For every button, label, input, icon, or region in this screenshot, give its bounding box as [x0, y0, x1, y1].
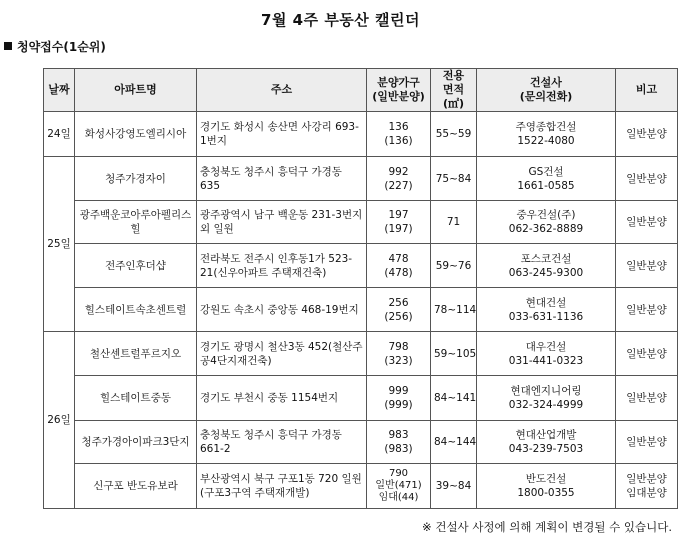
- note-cell: 일반분양: [616, 376, 678, 421]
- table-row: [44, 332, 678, 376]
- apartment-name: 신구포 반도유보라: [75, 464, 197, 509]
- units-total: 136: [388, 121, 409, 133]
- note-cell: 일반분양: [616, 112, 678, 157]
- section-label: 청약접수(1순위): [17, 40, 106, 54]
- builder-name: 포스코건설: [520, 252, 572, 265]
- area-cell: 59~105: [431, 332, 477, 376]
- builder-cell: [477, 157, 616, 201]
- date-cell: 25일: [44, 157, 75, 332]
- note-cell: 일반분양: [616, 244, 678, 288]
- address-cell: 전라북도 전주시 인후동1가 523-21(신우아파트 주택재건축): [197, 244, 367, 288]
- builder-cell: [477, 112, 616, 157]
- units-general: (983): [384, 443, 413, 455]
- builder-phone: 043-239-7503: [508, 443, 584, 455]
- apartment-name: 청주가경아이파크3단지: [75, 421, 197, 464]
- note-cell: 일반분양: [616, 157, 678, 201]
- header-units: [367, 69, 431, 112]
- address-cell: 충청북도 청주시 흥덕구 가경동 661-2: [197, 421, 367, 464]
- units-total: 999: [388, 385, 409, 397]
- builder-phone: 063-245-9300: [508, 266, 584, 279]
- apartment-name: 화성사강영도엘리시아: [75, 112, 197, 157]
- builder-cell: [477, 332, 616, 376]
- area-cell: 84~144: [431, 421, 477, 464]
- address-cell: 충청북도 청주시 흥덕구 가경동 635: [197, 157, 367, 201]
- address-cell: 경기도 부천시 중동 1154번지: [197, 376, 367, 421]
- builder-name: 주영종합건설: [515, 121, 577, 133]
- note-cell: [616, 464, 678, 509]
- builder-cell: [477, 244, 616, 288]
- units-cell: [367, 376, 431, 421]
- header-address: 주소: [197, 69, 367, 112]
- square-bullet-icon: [4, 42, 12, 50]
- area-cell: 78~114: [431, 288, 477, 332]
- units-cell: [367, 464, 431, 509]
- units-general: (256): [384, 310, 413, 323]
- header-area-line3: (㎡): [442, 97, 465, 110]
- table-row: [44, 464, 678, 509]
- builder-name: 현대엔지니어링: [510, 385, 582, 397]
- units-general: (323): [384, 354, 413, 367]
- builder-name: GS건설: [528, 165, 564, 178]
- units-general: (478): [384, 266, 413, 279]
- units-rental: 임대(44): [378, 492, 419, 503]
- table-row: [44, 157, 678, 201]
- calendar-table: [43, 68, 678, 509]
- table-row: [44, 421, 678, 464]
- header-area-line2: 면적: [442, 83, 465, 96]
- table-row: [44, 112, 678, 157]
- table-row: [44, 376, 678, 421]
- note-cell: 일반분양: [616, 332, 678, 376]
- units-cell: [367, 112, 431, 157]
- area-cell: 39~84: [431, 464, 477, 509]
- footnote: ※ 건설사 사정에 의해 계획이 변경될 수 있습니다.: [422, 520, 672, 534]
- header-area: [431, 69, 477, 112]
- builder-phone: 1522-4080: [517, 135, 575, 147]
- units-total: 983: [388, 429, 409, 441]
- apartment-name: 힐스테이트속초센트럴: [75, 288, 197, 332]
- area-cell: 71: [431, 201, 477, 244]
- page-title: 7월 4주 부동산 캘린더: [261, 11, 420, 29]
- note-cell: 일반분양: [616, 288, 678, 332]
- area-cell: 75~84: [431, 157, 477, 201]
- header-builder-line2: (문의전화): [519, 90, 573, 103]
- builder-name: 중우건설(주): [516, 209, 576, 221]
- note-cell: 일반분양: [616, 201, 678, 244]
- area-cell: 59~76: [431, 244, 477, 288]
- builder-name: 현대산업개발: [515, 429, 577, 441]
- note-rental: 임대분양: [626, 487, 667, 499]
- apartment-name: 청주가경자이: [75, 157, 197, 201]
- units-general: (136): [384, 135, 413, 147]
- units-general: (999): [384, 399, 413, 411]
- apartment-name: 광주백운코아루아펠리스힐: [75, 201, 197, 244]
- builder-phone: 062-362-8889: [508, 223, 584, 235]
- address-cell: 강원도 속초시 중앙동 468-19번지: [197, 288, 367, 332]
- header-apartment: 아파트명: [75, 69, 197, 112]
- units-cell: [367, 288, 431, 332]
- units-cell: [367, 421, 431, 464]
- header-builder-line1: 건설사: [530, 76, 562, 89]
- units-general: (197): [384, 223, 413, 235]
- units-general: (227): [384, 179, 413, 192]
- builder-name: 대우건설: [525, 340, 567, 353]
- builder-name: 반도건설: [525, 473, 567, 485]
- units-general: 일반(471): [375, 480, 422, 491]
- builder-name: 현대건설: [525, 296, 567, 309]
- builder-cell: [477, 201, 616, 244]
- address-cell: 경기도 화성시 송산면 사강리 693-1번지: [197, 112, 367, 157]
- header-area-line1: 전용: [442, 69, 465, 82]
- date-cell: 24일: [44, 112, 75, 157]
- table-row: [44, 288, 678, 332]
- address-cell: 경기도 광명시 철산3동 452(철산주공4단지재건축): [197, 332, 367, 376]
- builder-cell: [477, 288, 616, 332]
- header-units-line1: 분양가구: [377, 76, 420, 89]
- note-cell: 일반분양: [616, 421, 678, 464]
- area-cell: 84~141: [431, 376, 477, 421]
- area-cell: 55~59: [431, 112, 477, 157]
- units-cell: [367, 201, 431, 244]
- builder-phone: 032-324-4999: [508, 399, 584, 411]
- units-total: 256: [388, 296, 409, 309]
- builder-cell: [477, 421, 616, 464]
- builder-phone: 1800-0355: [517, 487, 575, 499]
- apartment-name: 힐스테이트중동: [75, 376, 197, 421]
- units-total: 790: [388, 468, 409, 479]
- units-total: 197: [388, 209, 409, 221]
- units-total: 478: [388, 252, 409, 265]
- address-cell: 광주광역시 남구 백운동 231-3번지 외 일원: [197, 201, 367, 244]
- section-heading: [4, 38, 106, 55]
- units-cell: [367, 332, 431, 376]
- units-cell: [367, 157, 431, 201]
- header-builder: [477, 69, 616, 112]
- apartment-name: 전주인후더샵: [75, 244, 197, 288]
- header-row: [44, 69, 678, 112]
- builder-cell: [477, 464, 616, 509]
- builder-phone: 033-631-1136: [508, 310, 584, 323]
- units-cell: [367, 244, 431, 288]
- date-cell: 26일: [44, 332, 75, 509]
- header-units-line2: (일반분양): [372, 90, 425, 103]
- builder-phone: 031-441-0323: [508, 354, 584, 367]
- builder-phone: 1661-0585: [517, 179, 575, 192]
- table-row: [44, 201, 678, 244]
- header-note: 비고: [616, 69, 678, 112]
- note-general: 일반분양: [626, 473, 667, 485]
- builder-cell: [477, 376, 616, 421]
- table-row: [44, 244, 678, 288]
- header-date: 날짜: [44, 69, 75, 112]
- apartment-name: 철산센트럴푸르지오: [75, 332, 197, 376]
- units-total: 992: [388, 165, 409, 178]
- address-cell: 부산광역시 북구 구포1동 720 일원 (구포3구역 주택재개발): [197, 464, 367, 509]
- units-total: 798: [388, 340, 409, 353]
